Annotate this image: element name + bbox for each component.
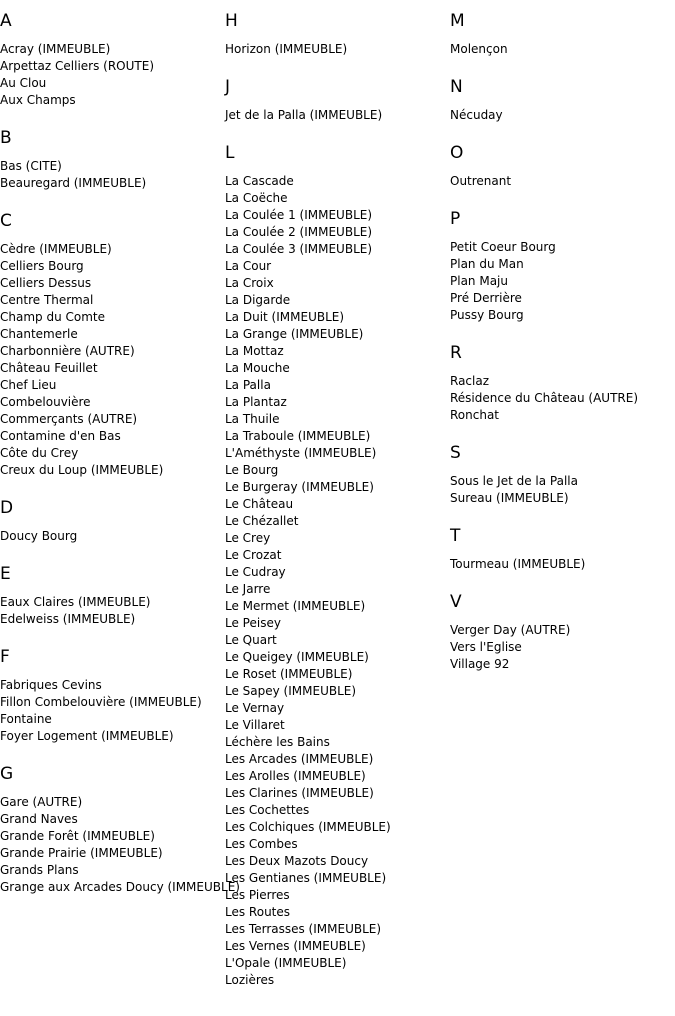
letter-heading: F [0, 647, 10, 667]
place-entry: La Traboule (IMMEUBLE) [225, 429, 371, 443]
place-entry: Sous le Jet de la Palla [450, 474, 578, 488]
index-column-2 [225, 10, 450, 1007]
letter-section-j [225, 76, 450, 124]
place-entry: Les Clarines (IMMEUBLE) [225, 786, 374, 800]
place-entry: Charbonnière (AUTRE) [0, 344, 135, 358]
letter-section-s [450, 442, 675, 507]
place-entry: Les Arolles (IMMEUBLE) [225, 769, 366, 783]
place-entry: Les Vernes (IMMEUBLE) [225, 939, 366, 953]
place-entry: Fontaine [0, 712, 52, 726]
letter-section-e [0, 563, 225, 628]
place-entry: Le Chézallet [225, 514, 299, 528]
letter-heading: O [450, 143, 464, 163]
letter-section-o [450, 142, 675, 190]
place-entry: Grande Forêt (IMMEUBLE) [0, 829, 155, 843]
place-entry: Sureau (IMMEUBLE) [450, 491, 569, 505]
place-entry: La Thuile [225, 412, 280, 426]
letter-heading: T [450, 526, 461, 546]
place-entry: La Cour [225, 259, 272, 273]
place-entry: Horizon (IMMEUBLE) [225, 42, 348, 56]
place-entry: Outrenant [450, 174, 512, 188]
place-entry: Le Crozat [225, 548, 282, 562]
place-entry: Creux du Loup (IMMEUBLE) [0, 463, 164, 477]
place-entry: Le Bourg [225, 463, 279, 477]
letter-heading: P [450, 209, 461, 229]
place-entry: Les Cochettes [225, 803, 310, 817]
place-entry: Chef Lieu [0, 378, 57, 392]
place-entry: La Plantaz [225, 395, 287, 409]
place-entry: Raclaz [450, 374, 490, 388]
place-entry: Les Routes [225, 905, 291, 919]
place-entry: Le Jarre [225, 582, 271, 596]
place-entry: Le Queigey (IMMEUBLE) [225, 650, 369, 664]
place-entry: Celliers Bourg [0, 259, 84, 273]
place-entry: Le Sapey (IMMEUBLE) [225, 684, 357, 698]
place-entry: La Duit (IMMEUBLE) [225, 310, 345, 324]
place-entry: Le Quart [225, 633, 277, 647]
place-entry: La Mouche [225, 361, 290, 375]
place-entry: Côte du Crey [0, 446, 79, 460]
place-entry: La Digarde [225, 293, 291, 307]
place-entry: Grange aux Arcades Doucy (IMMEUBLE) [0, 880, 240, 894]
place-entry: Le Mermet (IMMEUBLE) [225, 599, 366, 613]
place-entry: Le Burgeray (IMMEUBLE) [225, 480, 374, 494]
place-entry: Eaux Claires (IMMEUBLE) [0, 595, 151, 609]
place-entry: Verger Day (AUTRE) [450, 623, 571, 637]
letter-heading: S [450, 443, 461, 463]
place-entry: Les Combes [225, 837, 298, 851]
place-entry: Cèdre (IMMEUBLE) [0, 242, 112, 256]
place-entry: Pré Derrière [450, 291, 522, 305]
letter-section-m [450, 10, 675, 58]
place-entry: Centre Thermal [0, 293, 94, 307]
place-entry: La Coulée 1 (IMMEUBLE) [225, 208, 373, 222]
place-entry: Vers l'Eglise [450, 640, 522, 654]
letter-heading: D [0, 498, 14, 518]
place-entry: Beauregard (IMMEUBLE) [0, 176, 147, 190]
place-entry: Champ du Comte [0, 310, 105, 324]
place-entry: Lozières [225, 973, 275, 987]
place-entry: Village 92 [450, 657, 510, 671]
place-entry: La Coëche [225, 191, 288, 205]
letter-heading: R [450, 343, 462, 363]
letter-section-h [225, 10, 450, 58]
place-entry: Plan Maju [450, 274, 508, 288]
place-entry: Grands Plans [0, 863, 79, 877]
letter-section-f [0, 646, 225, 745]
letter-section-l [225, 142, 450, 989]
letter-section-p [450, 208, 675, 324]
place-entry: Contamine d'en Bas [0, 429, 121, 443]
place-entry: Gare (AUTRE) [0, 795, 83, 809]
letter-section-c [0, 210, 225, 479]
place-entry: Léchère les Bains [225, 735, 330, 749]
place-entry: Les Pierres [225, 888, 290, 902]
place-entry: Molençon [450, 42, 508, 56]
letter-section-g [0, 763, 240, 896]
place-entry: Au Clou [0, 76, 47, 90]
letter-section-r [450, 342, 675, 424]
place-entry: Petit Coeur Bourg [450, 240, 556, 254]
place-entry: Foyer Logement (IMMEUBLE) [0, 729, 174, 743]
place-entry: Commerçants (AUTRE) [0, 412, 138, 426]
letter-heading: J [225, 77, 231, 97]
letter-heading: E [0, 564, 11, 584]
letter-section-v [450, 591, 675, 673]
place-entry: Grande Prairie (IMMEUBLE) [0, 846, 163, 860]
place-entry: Le Roset (IMMEUBLE) [225, 667, 353, 681]
letter-heading: H [225, 11, 238, 31]
letter-section-n [450, 76, 675, 124]
place-entry: Edelweiss (IMMEUBLE) [0, 612, 136, 626]
place-entry: Château Feuillet [0, 361, 98, 375]
place-entry: Arpettaz Celliers (ROUTE) [0, 59, 155, 73]
letter-heading: L [225, 143, 235, 163]
place-entry: La Mottaz [225, 344, 284, 358]
place-entry: Le Vernay [225, 701, 285, 715]
letter-heading: V [450, 592, 462, 612]
place-entry: L'Améthyste (IMMEUBLE) [225, 446, 377, 460]
place-entry: Pussy Bourg [450, 308, 524, 322]
place-entry: Résidence du Château (AUTRE) [450, 391, 639, 405]
place-entry: Aux Champs [0, 93, 76, 107]
place-entry: Tourmeau (IMMEUBLE) [450, 557, 586, 571]
letter-heading: G [0, 764, 14, 784]
place-entry: Acray (IMMEUBLE) [0, 42, 111, 56]
place-entry: Plan du Man [450, 257, 524, 271]
place-entry: Bas (CITE) [0, 159, 62, 173]
place-entry: Le Cudray [225, 565, 286, 579]
place-entry: Nécuday [450, 108, 503, 122]
place-entry: Le Crey [225, 531, 271, 545]
place-entry: Grand Naves [0, 812, 78, 826]
place-entry: Les Colchiques (IMMEUBLE) [225, 820, 391, 834]
letter-heading: C [0, 211, 12, 231]
letter-section-d [0, 497, 225, 545]
letter-section-t [450, 525, 675, 573]
letter-heading: N [450, 77, 463, 97]
place-entry: L'Opale (IMMEUBLE) [225, 956, 347, 970]
place-entry: Le Peisey [225, 616, 281, 630]
letter-heading: A [0, 11, 12, 31]
letter-section-b [0, 127, 225, 192]
place-entry: Fillon Combelouvière (IMMEUBLE) [0, 695, 202, 709]
place-entry: Les Gentianes (IMMEUBLE) [225, 871, 387, 885]
index-column-1 [0, 10, 240, 914]
letter-heading: B [0, 128, 12, 148]
place-entry: Le Villaret [225, 718, 285, 732]
place-entry: Combelouvière [0, 395, 91, 409]
place-entry: La Palla [225, 378, 271, 392]
index-column-3 [450, 10, 675, 691]
place-entry: La Cascade [225, 174, 294, 188]
place-entry: La Croix [225, 276, 274, 290]
place-entry: Jet de la Palla (IMMEUBLE) [225, 108, 383, 122]
place-entry: Doucy Bourg [0, 529, 78, 543]
letter-heading: M [450, 11, 465, 31]
place-entry: Celliers Dessus [0, 276, 92, 290]
place-entry: Ronchat [450, 408, 500, 422]
place-entry: Les Terrasses (IMMEUBLE) [225, 922, 382, 936]
place-entry: Chantemerle [0, 327, 78, 341]
place-entry: Les Arcades (IMMEUBLE) [225, 752, 374, 766]
letter-section-a [0, 10, 225, 109]
place-entry: La Coulée 3 (IMMEUBLE) [225, 242, 373, 256]
place-entry: La Grange (IMMEUBLE) [225, 327, 364, 341]
place-entry: Le Château [225, 497, 294, 511]
place-entry: Les Deux Mazots Doucy [225, 854, 369, 868]
place-entry: La Coulée 2 (IMMEUBLE) [225, 225, 373, 239]
place-entry: Fabriques Cevins [0, 678, 102, 692]
